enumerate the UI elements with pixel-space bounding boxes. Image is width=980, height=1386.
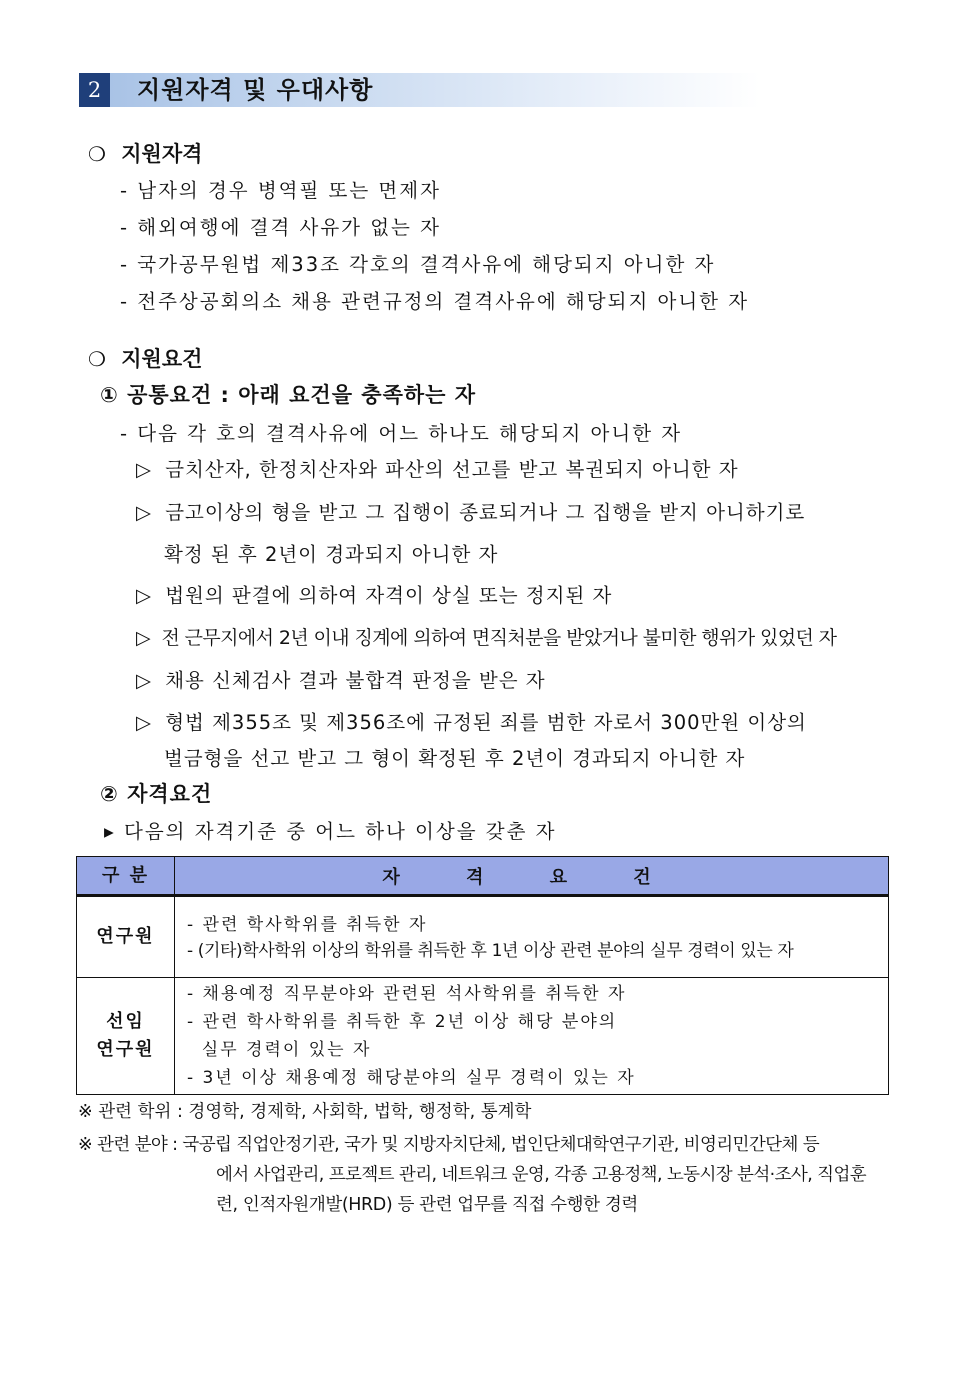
note-related-field: ※ 관련 분야 : 국공립 직업안정기관, 국가 및 지방자치단체, 법인단체대학연구기관, 비영리민간단체 등 [78,1135,820,1155]
common-requirement-continuation: 벌금형을 선고 받고 그 형이 확정된 후 2년이 경과되지 아니한 자 [164,747,746,770]
table-header-category: 구 분 [77,857,175,896]
circle-bullet-icon: ❍ [88,142,106,166]
table-cell-requirements [175,978,889,1095]
section-number: 2 [79,73,110,107]
requirement-line: - 관련 학사학위를 취득한 후 2년 이상 해당 분야의 [187,1012,618,1032]
qualification-table [76,856,889,1095]
requirement-line: - 채용예정 직무분야와 관련된 석사학위를 취득한 자 [187,984,627,1004]
common-requirements-heading: ① 공통요건 : 아래 요건을 충족하는 자 [100,383,477,407]
triangle-bullet-icon: ▷ [136,627,151,649]
qualify-requirements-heading: ② 자격요건 [100,782,213,806]
triangle-bullet-icon: ▷ [136,501,152,524]
common-requirement-item: ▷ 형법 제355조 및 제356조에 규정된 죄를 범한 자로서 300만원 이상의 [136,711,807,734]
qualification-item: - 해외여행에 결격 사유가 없는 자 [120,216,441,239]
note-related-field-continuation: 련, 인적자원개발(HRD) 등 관련 업무를 직접 수행한 경력 [216,1195,638,1215]
requirement-line: 실무 경력이 있는 자 [187,1040,372,1060]
qualification-item: - 국가공무원법 제33조 각호의 결격사유에 해당되지 아니한 자 [120,253,716,276]
common-requirement-item: ▷ 전 근무지에서 2년 이내 징계에 의하여 면직처분을 받았거나 불미한 행위가 있었던 자 [136,627,837,649]
requirement-line: - 관련 학사학위를 취득한 자 [187,915,428,935]
table-row [77,978,889,1095]
requirement-line: - 3년 이상 채용예정 해당분야의 실무 경력이 있는 자 [187,1068,636,1088]
table-header-requirements: 자 격 요 건 [175,857,889,896]
table-cell-category: 선임 연구원 [77,978,175,1095]
common-requirements-intro: - 다음 각 호의 결격사유에 어느 하나도 해당되지 아니한 자 [120,422,683,445]
qualification-item: - 남자의 경우 병역필 또는 면제자 [120,179,441,202]
triangle-bullet-icon: ▷ [136,711,152,734]
qualification-heading: ❍ 지원자격 [88,142,203,166]
requirement-line: - (기타)학사학위 이상의 학위를 취득한 후 1년 이상 관련 분야의 실무 경력이 있는 자 [187,941,794,961]
section-title: 지원자격 및 우대사항 [137,76,374,104]
qualification-item: - 전주상공회의소 채용 관련규정의 결격사유에 해당되지 아니한 자 [120,290,750,313]
table-cell-requirements [175,896,889,978]
requirements-heading: ❍ 지원요건 [88,347,203,371]
note-related-degree: ※ 관련 학위 : 경영학, 경제학, 사회학, 법학, 행정학, 통계학 [78,1102,532,1122]
table-cell-category: 연구원 [77,896,175,978]
triangle-bullet-icon: ▷ [136,584,152,607]
triangle-bullet-icon: ▷ [136,458,152,481]
table-header-row [77,857,889,896]
note-related-field-continuation: 에서 사업관리, 프로젝트 관리, 네트워크 운영, 각종 고용정책, 노동시장 분석·조사, 직업훈 [216,1165,867,1185]
common-requirement-item: ▷ 채용 신체검사 결과 불합격 판정을 받은 자 [136,669,546,692]
qualify-requirements-intro: ▸ 다음의 자격기준 중 어느 하나 이상을 갖춘 자 [104,820,557,843]
table-row [77,896,889,978]
common-requirement-item: ▷ 법원의 판결에 의하여 자격이 상실 또는 정지된 자 [136,584,613,607]
triangle-bullet-icon: ▷ [136,669,152,692]
common-requirement-item: ▷ 금고이상의 형을 받고 그 집행이 종료되거나 그 집행을 받지 아니하기로 [136,501,806,524]
common-requirement-continuation: 확정 된 후 2년이 경과되지 아니한 자 [164,543,499,566]
common-requirement-item: ▷ 금치산자, 한정치산자와 파산의 선고를 받고 복권되지 아니한 자 [136,458,739,481]
circle-bullet-icon: ❍ [88,347,106,371]
